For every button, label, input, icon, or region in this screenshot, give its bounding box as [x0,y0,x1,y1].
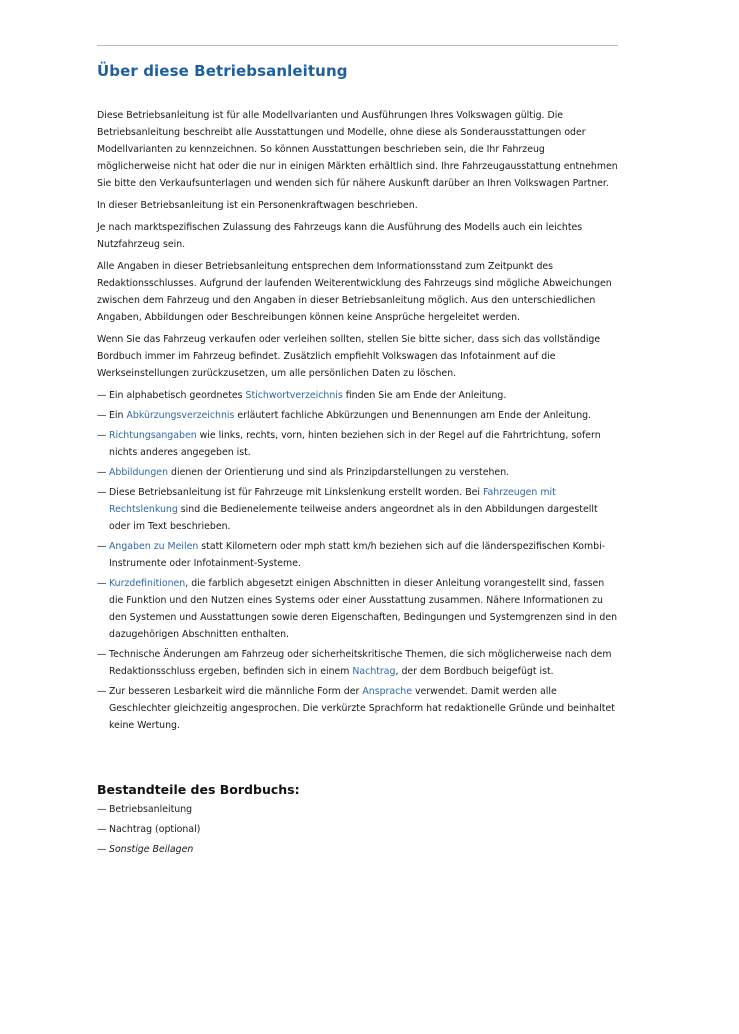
dash-marker: — [97,430,107,441]
dash-marker: — [97,824,107,835]
item-text: wie links, rechts, vorn, hinten beziehen sich in der Regel auf die Fahrtrichtung, sofern nichts anderes angegeben ist. [109,430,601,458]
item-text: Technische Änderungen am Fahrzeug oder sicherheitskritische Themen, die sich möglicherweise nach dem Redaktionsschluss ergeben, befinden sich in einem [109,649,612,677]
item-text: , die farblich abgesetzt einigen Abschnitten in dieser Anleitung vorangestellt sind, fassen die Funktion und den Nutzen eines Systems oder einer Ausstattung zusammen. Nähere Informationen zu den Systemen und Ausstattungen sowie deren Eigenschaften, Bedingungen und Systemgrenzen sind in den dazugehörigen Abschnitten enthalten. [109,578,618,640]
item-text: Nachtrag (optional) [109,824,201,835]
list-item [97,821,619,838]
dash-marker: — [97,804,107,815]
item-text: finden Sie am Ende der Anleitung. [342,390,507,401]
right-hand-drive-link[interactable]: Fahrzeugen mit Rechtslenkung [109,487,556,515]
list-item [97,484,619,535]
paragraph: Je nach marktspezifischen Zulassung des Fahrzeugs kann die Ausführung des Modells auch ein leichtes Nutzfahrzeug sein. [97,222,583,250]
item-text: Sonstige Beilagen [109,844,194,855]
directions-link[interactable]: Richtungsangaben [109,430,197,441]
dash-marker: — [97,410,107,421]
item-text: , der dem Bordbuch beigefügt ist. [395,666,554,677]
item-text: Zur besseren Lesbarkeit wird die männliche Form der [109,686,363,697]
list-item [97,407,619,424]
paragraph: Wenn Sie das Fahrzeug verkaufen oder verleihen sollten, stellen Sie bitte sicher, dass sich das vollständige Bordbuch immer im Fahrzeug befindet. Zusätzlich empfiehlt Volkswagen das Infotainment auf die Werkseinstellungen zurückzusetzen, um alle persönlichen Daten zu löschen. [97,334,601,379]
item-text: dienen der Orientierung und sind als Prinzipdarstellungen zu verstehen. [168,467,510,478]
list-item [97,841,619,858]
address-form-link[interactable]: Ansprache [362,686,412,697]
list-item [97,427,619,461]
item-text: Diese Betriebsanleitung ist für Fahrzeuge mit Linkslenkung erstellt worden. Bei [109,487,483,498]
notes-list [97,387,619,734]
item-text: Betriebsanleitung [109,804,193,815]
list-item [97,646,619,680]
dash-marker: — [97,467,107,478]
short-definitions-link[interactable]: Kurzdefinitionen [109,578,186,589]
list-item [97,464,619,481]
document-body [97,107,619,737]
list-item [97,683,619,734]
dash-marker: — [97,844,107,855]
dash-marker: — [97,578,107,589]
section-heading: Bestandteile des Bordbuchs: [97,782,300,797]
abbreviations-link[interactable]: Abkürzungsverzeichnis [126,410,235,421]
list-item [97,538,619,572]
paragraph: Diese Betriebsanleitung ist für alle Modellvarianten und Ausführungen Ihres Volkswagen gültig. Die Betriebsanleitung beschreibt alle Ausstattungen und Modelle, ohne diese als Sonderausstattungen oder Modellvarianten zu kennzeichnen. So können Ausstattungen beschrieben sein, die Ihr Fahrzeug möglicherweise nicht hat oder die nur in einigen Märkten erhältlich sind. Ihre Fahrzeugausstattung entnehmen Sie bitte den Verkaufsunterlagen und wenden sich für nähere Auskunft darüber an Ihren Volkswagen Partner. [97,110,618,189]
dash-marker: — [97,487,107,498]
paragraph: Alle Angaben in dieser Betriebsanleitung entsprechen dem Informationsstand zum Zeitpunkt des Redaktionsschlusses. Aufgrund der laufenden Weiterentwicklung des Fahrzeugs sind mögliche Abweichungen zwischen dem Fahrzeug und den Angaben in dieser Betriebsanleitung möglich. Aus den unterschiedlichen Angaben, Abbildungen oder Beschreibungen können keine Ansprüche hergeleitet werden. [97,261,612,323]
index-link[interactable]: Stichwortverzeichnis [245,390,343,401]
dash-marker: — [97,541,107,552]
item-text: verwendet. Damit werden alle Geschlechter gleichzeitig angesprochen. Die verkürzte Sprachform hat redaktionelle Gründe und beinhaltet keine Wertung. [109,686,615,731]
list-item [97,801,619,818]
item-text: erläutert fachliche Abkürzungen und Benennungen am Ende der Anleitung. [234,410,592,421]
dash-marker: — [97,390,107,401]
item-text: statt Kilometern oder mph statt km/h beziehen sich auf die länderspezifischen Kombi-Instrumente oder Infotainment-Systeme. [109,541,606,569]
figures-link[interactable]: Abbildungen [109,467,169,478]
dash-marker: — [97,686,107,697]
list-item [97,387,619,404]
supplement-link[interactable]: Nachtrag [352,666,396,677]
item-text: sind die Bedienelemente teilweise anders angeordnet als in den Abbildungen dargestellt oder im Text beschrieben. [109,504,598,532]
dash-marker: — [97,649,107,660]
miles-link[interactable]: Angaben zu Meilen [109,541,199,552]
top-divider [97,45,618,46]
item-text: Ein alphabetisch geordnetes [109,390,246,401]
item-text: Ein [109,410,127,421]
components-list [97,801,619,861]
list-item [97,575,619,643]
paragraph: In dieser Betriebsanleitung ist ein Personenkraftwagen beschrieben. [97,200,418,211]
page-title: Über diese Betriebsanleitung [97,62,348,80]
